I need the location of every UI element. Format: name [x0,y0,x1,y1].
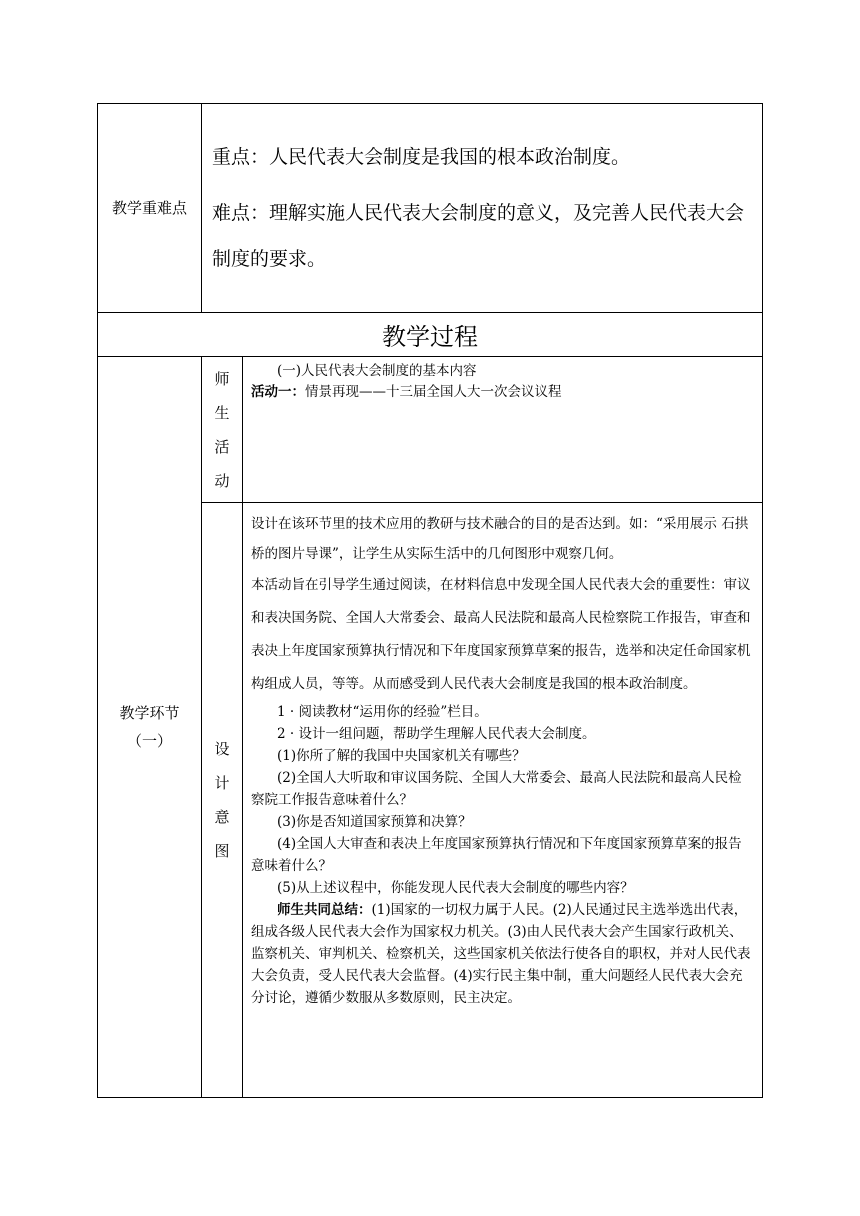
section-label [98,357,202,1098]
design-para-1: 设计在该环节里的技术应用的教研与技术融合的目的是否达到。如：“采用展示 石拱桥的图片导课”，让学生从实际生活中的几何图形中观察几何。 [251,516,749,562]
design-label-char: 图 [214,842,230,860]
activity-line [251,382,754,403]
teacher-label-char: 活 [214,437,230,456]
difficulty-line-2: 制度的要求。 [212,248,327,270]
summary-label: 师生共同总结： [277,902,372,918]
activity-text: 情景再现——十三届全国人大一次会议议程 [305,384,562,400]
design-item: 2 · 设计一组问题，帮助学生理解人民代表大会制度。 [277,726,596,742]
summary-text: (1)国家的一切权力属于人民。(2)人民通过民主选举选出代表，组成各级人民代表大会作为国家权力机关。(3)由人民代表大会产生国家行政机关、监察机关、审判机关、检察机关，这些国家机关依法行使各自的职权，并对人民代表大会负责，受人民代表大会监督。(4)实行民主集中制，重大问题经人民代表大会充分讨论，遵循少数服从多数原则，民主决定。 [251,902,751,1006]
focus-row [98,104,763,313]
focus-label: 教学重难点 [98,104,202,313]
focus-content [202,104,763,313]
key-point: 重点：人民代表大会制度是我国的根本政治制度。 [212,146,631,168]
design-label-char: 计 [214,774,230,792]
design-intent-label [202,503,243,1098]
section-label-line2: （一） [126,732,172,750]
teacher-label-char: 动 [214,471,230,490]
difficulty-line-1: 难点：理解实施人民代表大会制度的意义，及完善人民代表大会 [212,202,745,224]
design-item: (3)你是否知道国家预算和决算？ [277,814,472,830]
content-heading: (一)人民代表大会制度的基本内容 [277,363,477,379]
design-item: (4)全国人大审查和表决上年度国家预算执行情况和下年度国家预算草案的报告意味着什么？ [251,836,742,874]
design-item: (5)从上述议程中，你能发现人民代表大会制度的哪些内容？ [277,880,634,896]
process-title-row [98,313,763,357]
section-label-line1: 教学环节 [119,704,180,722]
teacher-activity-content [243,357,763,503]
activity-label: 活动一： [251,384,305,400]
design-para-2: 本活动旨在引导学生通过阅读，在材料信息中发现全国人民代表大会的重要性：审议和表决国务院、全国人大常委会、最高人民法院和最高人民检察院工作报告，审查和表决上年度国家预算执行情况和下年度国家预算草案的报告，选举和决定任命国家机构组成人员，等等。从而感受到人民代表大会制度是我国的根本政治制度。 [251,577,751,692]
lesson-plan-table [97,103,763,1098]
design-item: 1 · 阅读教材“运用你的经验”栏目。 [277,704,488,720]
teacher-label-char: 师 [214,369,230,388]
design-label-char: 设 [214,740,230,758]
teacher-activity-label [202,357,243,503]
teacher-label-char: 生 [214,403,230,422]
teacher-activity-row [98,357,763,503]
process-title: 教学过程 [98,313,763,357]
design-label-char: 意 [214,808,230,826]
design-item: (2)全国人大听取和审议国务院、全国人大常委会、最高人民法院和最高人民检察院工作报告意味着什么？ [251,770,742,808]
design-item: (1)你所了解的我国中央国家机关有哪些？ [277,748,526,764]
summary [251,899,754,1009]
design-intent-content [243,503,763,1098]
